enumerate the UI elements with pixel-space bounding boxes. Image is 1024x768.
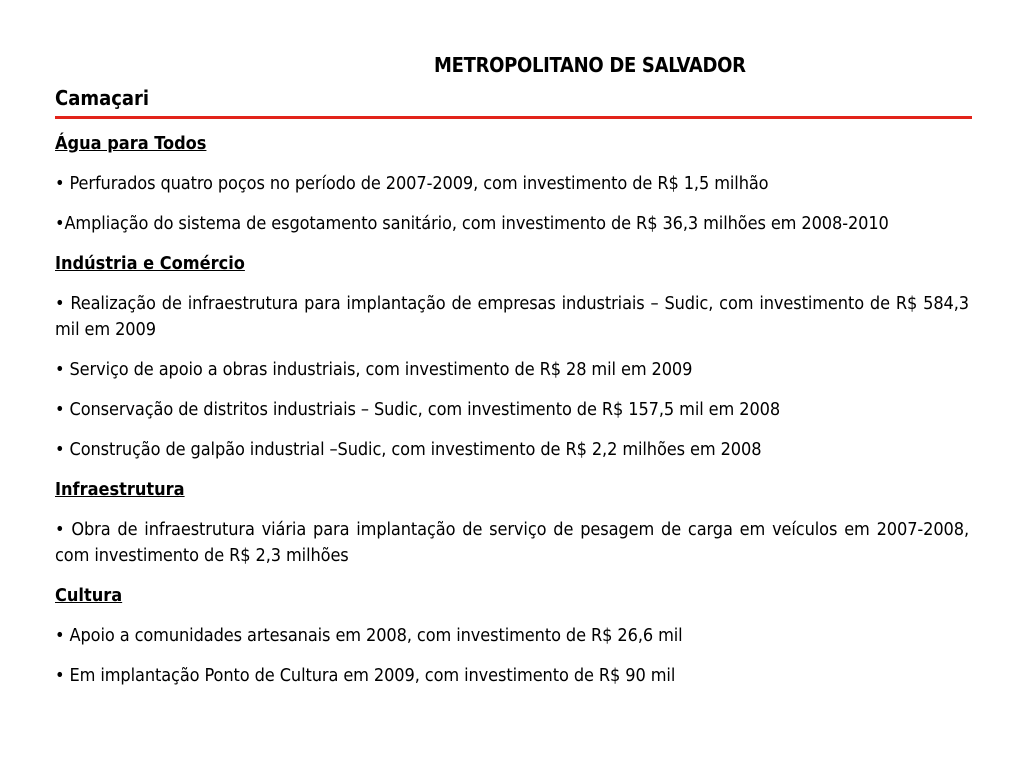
section-industria-e-comercio <box>55 251 969 463</box>
municipality-subtitle: Camaçari <box>55 86 150 110</box>
section-heading: Indústria e Comércio <box>55 253 245 274</box>
section-heading: Água para Todos <box>55 133 207 154</box>
bullet-item: • Serviço de apoio a obras industriais, com investimento de R$ 28 mil em 2009 <box>55 359 693 380</box>
bullet-item: • Obra de infraestrutura viária para implantação de serviço de pesagem de carga em veículos em 2007-2008, com investimento de R$ 2,3 milhões <box>55 519 969 566</box>
bullet-item: •Ampliação do sistema de esgotamento sanitário, com investimento de R$ 36,3 milhões em 2008-2010 <box>55 213 889 234</box>
slide-title: METROPOLITANO DE SALVADOR <box>434 53 746 77</box>
section-agua-para-todos <box>55 131 969 237</box>
bullet-item: • Realização de infraestrutura para implantação de empresas industriais – Sudic, com investimento de R$ 584,3 mil em 2009 <box>55 293 969 340</box>
bullet-item: • Conservação de distritos industriais – Sudic, com investimento de R$ 157,5 mil em 2008 <box>55 399 781 420</box>
bullet-item: • Perfurados quatro poços no período de 2007-2009, com investimento de R$ 1,5 milhão <box>55 173 769 194</box>
bullet-item: • Em implantação Ponto de Cultura em 2009, com investimento de R$ 90 mil <box>55 665 676 686</box>
section-heading: Infraestrutura <box>55 479 185 500</box>
slide-content <box>55 131 969 703</box>
header-divider <box>55 116 972 119</box>
bullet-item: • Construção de galpão industrial –Sudic, com investimento de R$ 2,2 milhões em 2008 <box>55 439 762 460</box>
section-cultura <box>55 583 969 689</box>
bullet-item: • Apoio a comunidades artesanais em 2008, com investimento de R$ 26,6 mil <box>55 625 683 646</box>
section-heading: Cultura <box>55 585 123 606</box>
section-infraestrutura <box>55 477 969 569</box>
